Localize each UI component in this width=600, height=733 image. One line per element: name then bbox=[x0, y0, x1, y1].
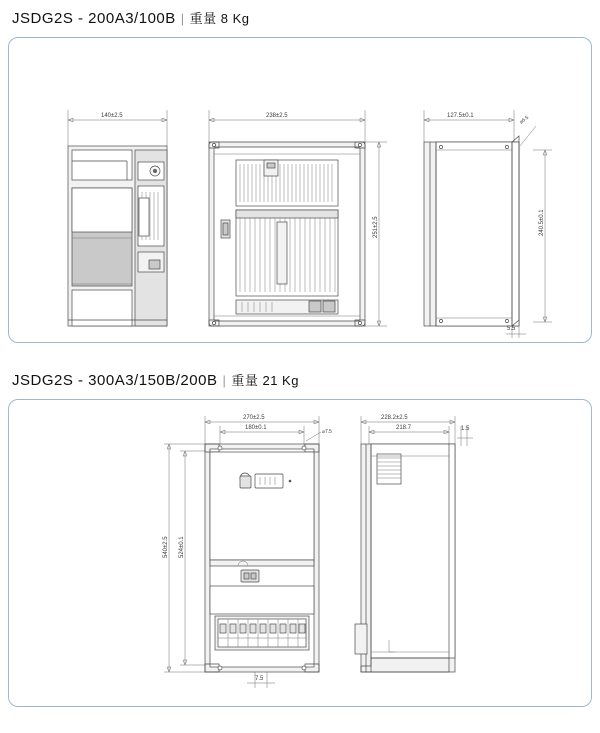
dimension-label-7-5-bottom: 7.5 bbox=[255, 676, 264, 682]
dimension-label-270: 270±2.5 bbox=[243, 415, 265, 421]
dimension-label-diameter-7-5: ⌀7.5 bbox=[322, 429, 332, 435]
section-title-300a3 bbox=[0, 370, 600, 389]
dimension-label-251: 251±2.5 bbox=[373, 216, 379, 238]
view-front-300a3 bbox=[163, 415, 332, 688]
dimension-label-240-5: 240.5±0.1 bbox=[539, 209, 545, 236]
section-model-label: JSDG2S - 200A3/100B bbox=[12, 10, 176, 27]
dimension-5-5 bbox=[506, 326, 526, 338]
technical-drawing-300a3 bbox=[9, 400, 591, 706]
technical-drawing-200a3 bbox=[9, 38, 591, 342]
dimension-label-1-5: 1.5 bbox=[461, 426, 470, 432]
dimension-label-218-7: 218.7 bbox=[396, 425, 412, 431]
dimension-label-140: 140±2.5 bbox=[101, 113, 123, 119]
dimension-251 bbox=[365, 142, 387, 326]
view-side-300a3 bbox=[355, 415, 473, 672]
drawing-panel-200a3 bbox=[8, 37, 592, 343]
dimension-label-127-5: 127.5±0.1 bbox=[447, 113, 474, 119]
section-title-separator-2: | bbox=[222, 373, 227, 388]
section-model-label-2: JSDG2S - 300A3/150B/200B bbox=[12, 372, 218, 389]
figure-200a3 bbox=[9, 38, 591, 342]
view-front-200a3 bbox=[209, 110, 387, 326]
drawing-section-300a3 bbox=[0, 370, 600, 707]
view-side-right-200a3 bbox=[424, 110, 552, 338]
dimension-180 bbox=[220, 425, 304, 444]
dimension-140 bbox=[68, 110, 167, 146]
dimension-label-180: 180±0.1 bbox=[245, 425, 267, 431]
dimension-240-5 bbox=[533, 150, 552, 322]
dimension-label-524: 524±0.1 bbox=[179, 536, 185, 558]
dimension-238 bbox=[209, 110, 365, 142]
dimension-label-diameter-6-5: ⌀6.5 bbox=[518, 114, 531, 126]
section-weight-label-2: 重量 21 Kg bbox=[231, 373, 299, 388]
dimension-7-5-bottom bbox=[247, 672, 275, 688]
dimension-diameter-6-5 bbox=[519, 115, 536, 146]
figure-300a3 bbox=[9, 400, 591, 706]
terminal-block bbox=[215, 616, 309, 650]
dimension-218-7 bbox=[369, 425, 449, 444]
dimension-label-5-5: 5.5 bbox=[507, 326, 516, 332]
dimension-127-5 bbox=[424, 110, 514, 142]
section-title-separator: | bbox=[180, 11, 185, 26]
dimension-label-228-2: 228.2±2.5 bbox=[381, 415, 408, 421]
drawing-panel-300a3 bbox=[8, 399, 592, 707]
view-side-left-200a3 bbox=[68, 110, 167, 326]
dimension-label-540: 540±2.5 bbox=[163, 536, 169, 558]
dimension-1-5 bbox=[457, 426, 473, 446]
drawing-section-200a3 bbox=[0, 8, 600, 343]
section-title-200a3 bbox=[0, 8, 600, 27]
dimension-label-238: 238±2.5 bbox=[266, 113, 288, 119]
section-weight-label: 重量 8 Kg bbox=[189, 11, 250, 26]
